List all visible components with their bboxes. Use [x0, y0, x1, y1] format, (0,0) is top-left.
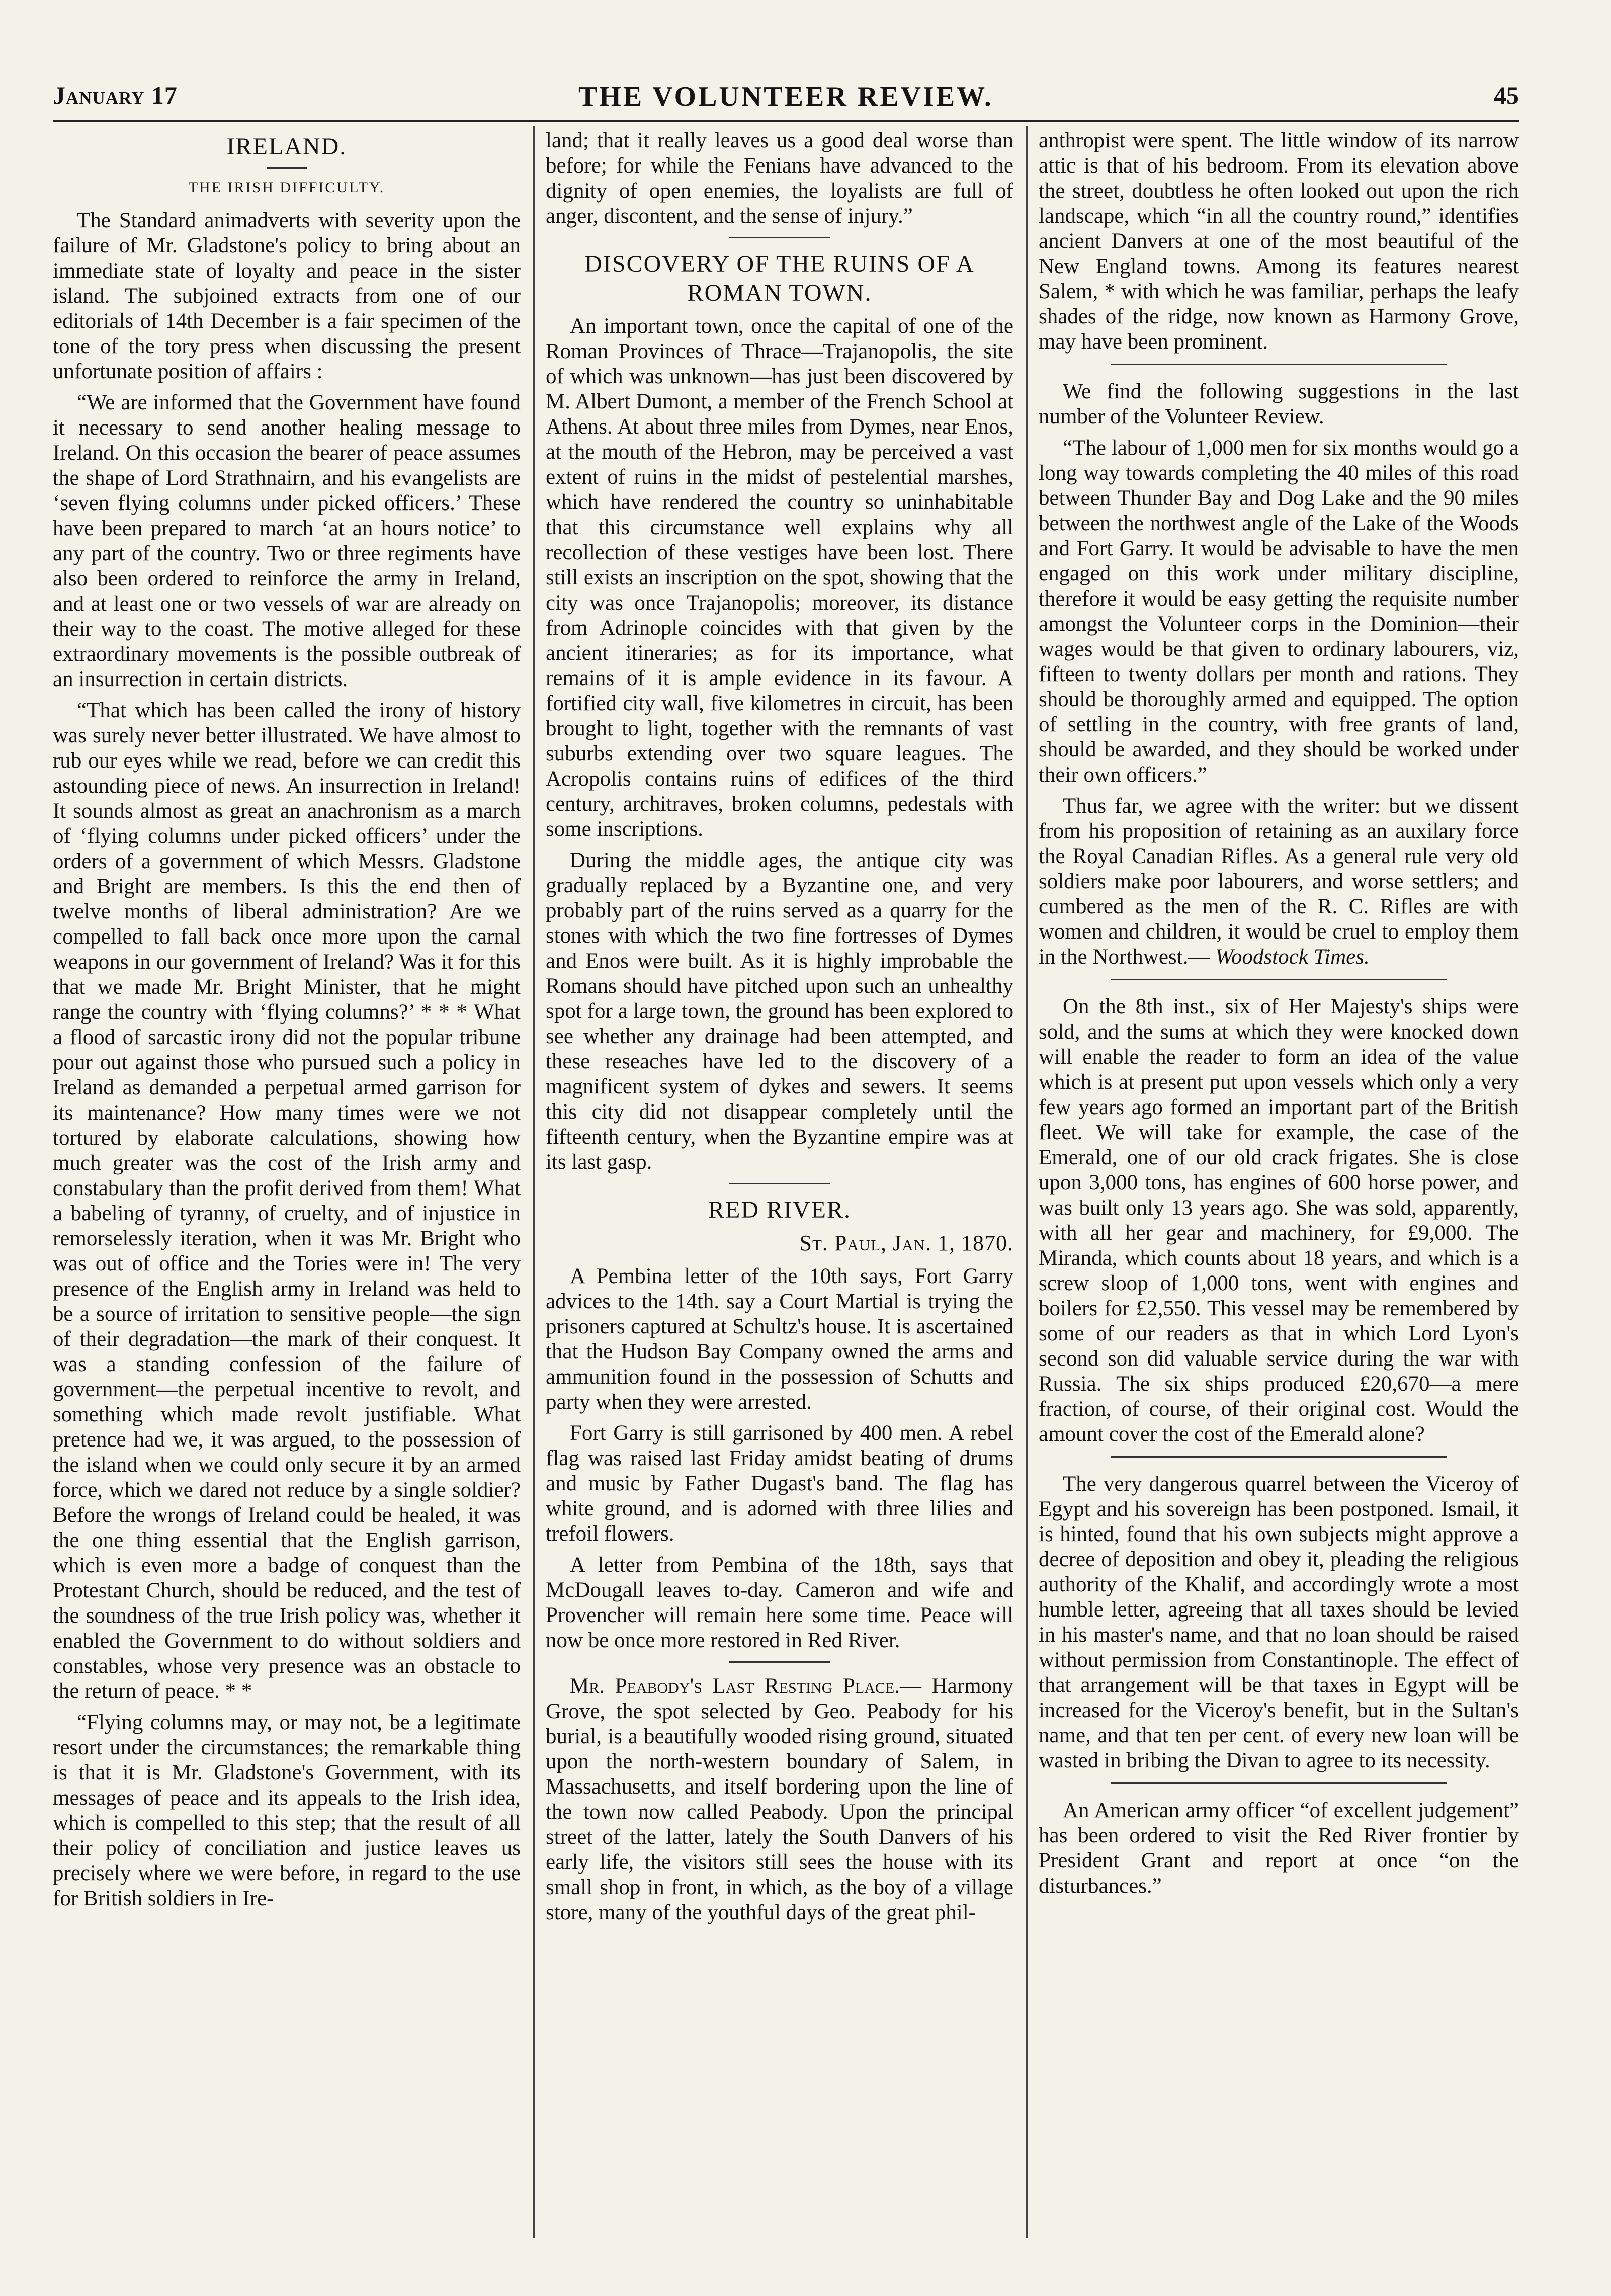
column-3 — [1039, 128, 1519, 2241]
article-paragraph: A letter from Pembina of the 18th, says that McDougall leaves to-day. Cameron and wife and Provencher will remain here some time. Peace will now be once more restored in Red River. — [546, 1553, 1013, 1652]
header-title: THE VOLUNTEER REVIEW. — [578, 81, 994, 112]
article-paragraph: The Standard animadverts with severity upon the failure of Mr. Gladstone's policy to bring about an immediate state of loyalty and peace in the sister island. The subjoined extracts from one of our editorials of 14th December is a fair specimen of the tone of the tory press when discussing the present unfortunate position of affairs : — [53, 209, 521, 383]
article-paragraph: “We are informed that the Government have found it necessary to send another healing message to Ireland. On this occasion the bearer of peace assumes the shape of Lord Strathnairn, and his evangelists are ‘seven flying columns under picked officers.’ These have been prepared to march ‘at an hours notice’ to any part of the country. Two or three regiments have also been ordered to reinforce the army in Ireland, and at least one or two vessels of war are already on their way to the coast. The motive alleged for these extraordinary movements is the possible outbreak of an insurrection in certain districts. — [53, 391, 521, 691]
article-paragraph — [1039, 794, 1519, 970]
header-page-number: 45 — [1494, 81, 1519, 109]
section-rule — [1111, 1782, 1447, 1784]
article-paragraph: During the middle ages, the antique city was gradually replaced by a Byzantine one, and very probably part of the ruins served as a quarry for the stones with which the two fine fortresses of Dymes and Enos were built. As it is highly improbable the Romans should have pitched upon such an unhealthy spot for a large town, the ground has been explored to see whether any drainage had been attempted, and these reseaches have led to the discovery of a magnificent system of dykes and sewers. It seems this city did not disappear completely until the fifteenth century, when the Byzantine empire was at its last gasp. — [546, 848, 1013, 1174]
section-rule — [1111, 979, 1447, 980]
heading-roman-town: DISCOVERY OF THE RUINS OF A ROMAN TOWN. — [584, 250, 975, 306]
article-paragraph: Fort Garry is still garrisoned by 400 men. A rebel flag was raised last Friday amidst beating of drums and music by Father Dugast's band. The flag has white ground, and is adorned with three lilies and trefoil flowers. — [546, 1421, 1013, 1546]
column-1 — [53, 128, 521, 2241]
header-date: January 17 — [53, 81, 178, 109]
article-paragraph: “Flying columns may, or may not, be a legitimate resort under the circumstances; the remarkable thing is that it is Mr. Gladstone's Government, with its messages of peace and its appeals to the Irish idea, which is compelled to this step; that the result of all their policy of conciliation and justice leaves us precisely where we were before, in regard to the use for British soldiers in Ire- — [53, 1711, 521, 1910]
peabody-lead: Mr. Peabody's Last Resting Place.— — [570, 1674, 921, 1698]
source-attribution: Woodstock Times. — [1215, 945, 1370, 969]
article-paragraph: The very dangerous quarrel between the Viceroy of Egypt and his sovereign has been postponed. Ismail, it is hinted, found that his own subjects might approve a decree of deposition and obey it, pleading the religious authority of the Khalif, and accordingly wrote a most humble letter, agreeing that all taxes should be levied in his master's name, and that no loan should be raised without permission from Constantinople. The effect of that arrangement will be that taxes in Egypt will be increased for the Viceroy's benefit, but in the Sultan's name, and that ten per cent. of every new loan will be wasted in bribing the Divan to agree to its necessity. — [1039, 1472, 1519, 1772]
article-paragraph: “The labour of 1,000 men for six months would go a long way towards completing the 40 miles of this road between Thunder Bay and Dog Lake and the 90 miles between the northwest angle of the Lake of the Woods and Fort Garry. It would be advisable to have the men engaged on this work under military discipline, therefore it would be easy getting the requisite number amongst the Volunteer corps in the Dominion—their wages would be that given to ordinary labourers, viz, fifteen to twenty dollars per month and rations. They should be thoroughly armed and equipped. The option of settling in the country, with free grants of land, should be awarded, and they should be worked under their own officers.” — [1039, 436, 1519, 787]
column-2 — [546, 128, 1013, 2241]
article-text: Thus far, we agree with the writer: but we dissent from his proposition of retaining as an auxilary force the Royal Canadian Rifles. As a general rule very old soldiers make poor labourers, and worse settlers; and cumbered as the men of the R. C. Rifles are with women and children, it would be cruel to employ them in the Northwest.— — [1039, 794, 1519, 969]
page-header — [53, 60, 1519, 116]
article-paragraph: A Pembina letter of the 10th says, Fort Garry advices to the 14th. say a Court Martial is trying the prisoners captured at Schultz's house. It is ascertained that the Hudson Bay Company owned the arms and ammunition found in the possession of Schutts and party when they were arrested. — [546, 1264, 1013, 1414]
article-paragraph: On the 8th inst., six of Her Majesty's ships were sold, and the sums at which they were knocked down will enable the reader to form an idea of the value which is at present put upon vessels which only a very few years ago formed an important part of the British fleet. We will take for example, the case of the Emerald, one of our old crack frigates. She is close upon 3,000 tons, has engines of 600 horse power, and was built only 13 years ago. She was sold, apparently, with all her gear and machinery, for £9,000. The Miranda, which counts about 18 years, and which is a screw sloop of 1,000 tons, went with engines and boilers for £2,550. This vessel may be remembered by some of our readers as that in which Lord Lyon's second son did valuable service during the war with Russia. The six ships produced £20,670—a mere fraction, of course, of their original cost. Would the amount cover the cost of the Emerald alone? — [1039, 995, 1519, 1446]
section-rule — [1111, 364, 1447, 365]
heading-ireland: IRELAND. — [226, 133, 347, 160]
article-paragraph: anthropist were spent. The little window of its narrow attic is that of his bedroom. From its elevation above the street, doubtless he often looked out upon the rich landscape, which “in all the country round,” identifies ancient Danvers at one of the most beautiful of the New England towns. Among its features nearest Salem, * with which he was familiar, perhaps the leafy shades of the ridge, now known as Harmony Grove, may have been prominent. — [1039, 129, 1519, 354]
dateline: St. Paul, Jan. 1, 1870. — [799, 1231, 1013, 1255]
article-paragraph: An important town, once the capital of one of the Roman Provinces of Thrace—Trajanopolis, the site of which was unknown—has just been discovered by M. Albert Dumont, a member of the French School at Athens. At about three miles from Dymes, near Enos, at the mouth of the Hebron, may be perceived a vast extent of ruins in the midst of pestelential marshes, which have rendered the country so uninhabitable that this circumstance well explains why all recollection of these vestiges have been lost. There still exists an inscription on the spot, showing that the city was once Trajanopolis; moreover, its distance from Adrinople coincides with that given by the ancient itineraries; as for its importance, what remains of it is ample evidence in its favour. A fortified city wall, five kilometres in circuit, has been brought to light, together with the remnants of vast suburbs extending over two square leagues. The Acropolis contains ruins of edifices of the third century, architraves, broken columns, pedestals with some inscriptions. — [546, 314, 1013, 841]
heading-underline — [267, 167, 307, 169]
section-rule — [729, 1183, 830, 1184]
subheading-irish-difficulty: THE IRISH DIFFICULTY. — [188, 179, 385, 196]
column-divider-1 — [533, 126, 535, 2238]
article-paragraph: An American army officer “of excellent judgement” has been ordered to visit the Red River frontier by President Grant and report at once “on the disturbances.” — [1039, 1799, 1519, 1898]
article-paragraph: We find the following suggestions in the last number of the Volunteer Review. — [1039, 380, 1519, 429]
article-paragraph: land; that it really leaves us a good deal worse than before; for while the Fenians have advanced to the dignity of open enemies, the loyalists are full of anger, discontent, and the sense of injury.” — [546, 129, 1013, 228]
header-rule — [53, 120, 1519, 122]
section-rule — [729, 237, 830, 238]
column-divider-2 — [1026, 126, 1028, 2238]
section-rule — [729, 1661, 830, 1663]
peabody-text: Harmony Grove, the spot selected by Geo. Peabody for his burial, is a beautifully wooded rising ground, situated upon the north-western boundary of Salem, in Massachusetts, and itself bordering upon the line of the town now called Peabody. Upon the principal street of the latter, lately the South Danvers of his early life, the visitors still sees the house with its small shop in front, in which, as the boy of a village store, many of the youthful days of the great phil- — [546, 1674, 1013, 1924]
section-rule — [1111, 1456, 1447, 1458]
heading-red-river: RED RIVER. — [708, 1197, 851, 1223]
article-paragraph: “That which has been called the irony of history was surely never better illustrated. We have almost to rub our eyes while we read, before we can credit this astounding piece of news. An insurrection in Ireland! It sounds almost as great an anachronism as a march of ‘flying columns under picked officers’ under the orders of a government of which Messrs. Gladstone and Bright are members. Is this the end then of twelve months of liberal administration? Are we compelled to fall back once more upon the carnal weapons in our government of Ireland? Was it for this that we made Mr. Bright Minister, that he might range the country with ‘flying columns?’ * * * What a flood of sarcastic irony did not the popular tribune pour out against those who pursued such a policy in Ireland as demanded a perpetual armed garrison for its maintenance? How many times were we not tortured by elaborate calculations, showing how much greater was the cost of the Irish army and constabulary than the profit derived from them! What a babeling of tyranny, of cruelty, and of injustice in remorselessly iteration, when it was Mr. Bright who was out of office and the Tories were in! The very presence of the English army in Ireland was held to be a source of irritation to sensitive people—the sign of their degradation—the mark of their conquest. It was a standing confession of the failure of government—the perpetual incentive to revolt, and something which made revolt justifiable. What pretence had we, it was argued, to the possession of the island when we could only secure it by an armed force, which we dared not reduce by a single soldier? Before the wrongs of Ireland could be healed, it was the one thing essential that the English garrison, which is even more a badge of conquest than the Protestant Church, should be reduced, and the test of the soundness of the true Irish policy was, whether it enabled the Government to do without soldiers and constables, whose very presence was an obstacle to the return of peace. * * — [53, 699, 521, 1703]
article-paragraph — [546, 1674, 1013, 1925]
